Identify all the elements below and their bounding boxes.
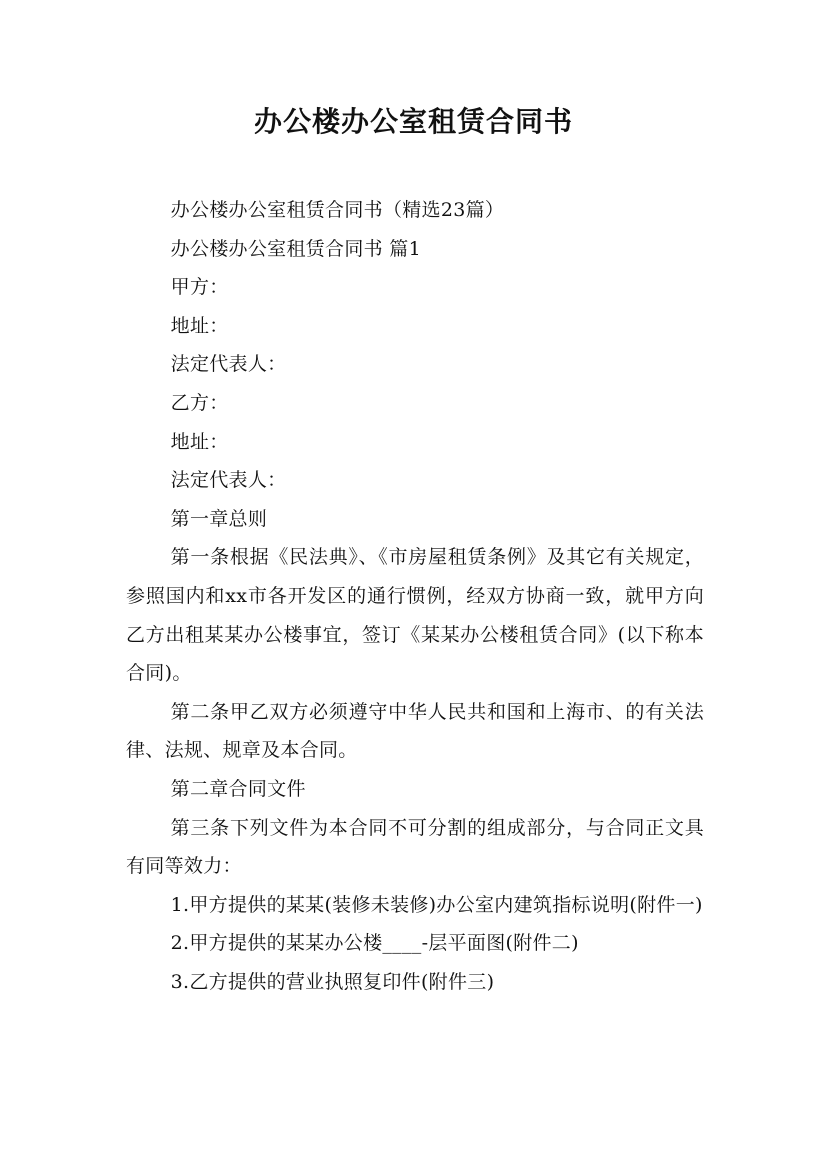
list-item: 2.甲方提供的某某办公楼____-层平面图(附件二) (170, 932, 579, 955)
chapter-one-heading: 第一章总则 (170, 507, 268, 530)
document-body (126, 191, 704, 1001)
party-b-representative-label: 法定代表人： (170, 469, 287, 492)
chapter-two-heading: 第二章合同文件 (170, 777, 306, 800)
paragraph-heading: 办公楼办公室租赁合同书（精选23篇） (170, 199, 505, 221)
paragraph-section-title: 办公楼办公室租赁合同书 篇1 (170, 237, 421, 260)
document-title: 办公楼办公室租赁合同书 (253, 105, 573, 138)
party-b-label: 乙方： (170, 391, 229, 414)
article-one: 第一条根据《民法典》、《市房屋租赁条例》及其它有关规定，参照国内和xx市各开发区的通行惯例，经双方协商一致，就甲方向乙方出租某某办公楼事宜，签订《某某办公楼租赁合同》(以下称本合同)。 (126, 546, 704, 685)
article-two: 第二条甲乙双方必须遵守中华人民共和国和上海市、的有关法律、法规、规章及本合同。 (126, 700, 704, 762)
list-item: 3.乙方提供的营业执照复印件(附件三) (170, 970, 495, 993)
party-a-address-label: 地址： (170, 314, 229, 337)
party-a-label: 甲方： (170, 276, 229, 299)
list-item: 1.甲方提供的某某(装修未装修)办公室内建筑指标说明(附件一) (170, 893, 703, 916)
party-b-address-label: 地址： (170, 430, 229, 453)
party-a-representative-label: 法定代表人： (170, 353, 287, 376)
article-three: 第三条下列文件为本合同不可分割的组成部分，与合同正文具有同等效力： (126, 816, 704, 878)
